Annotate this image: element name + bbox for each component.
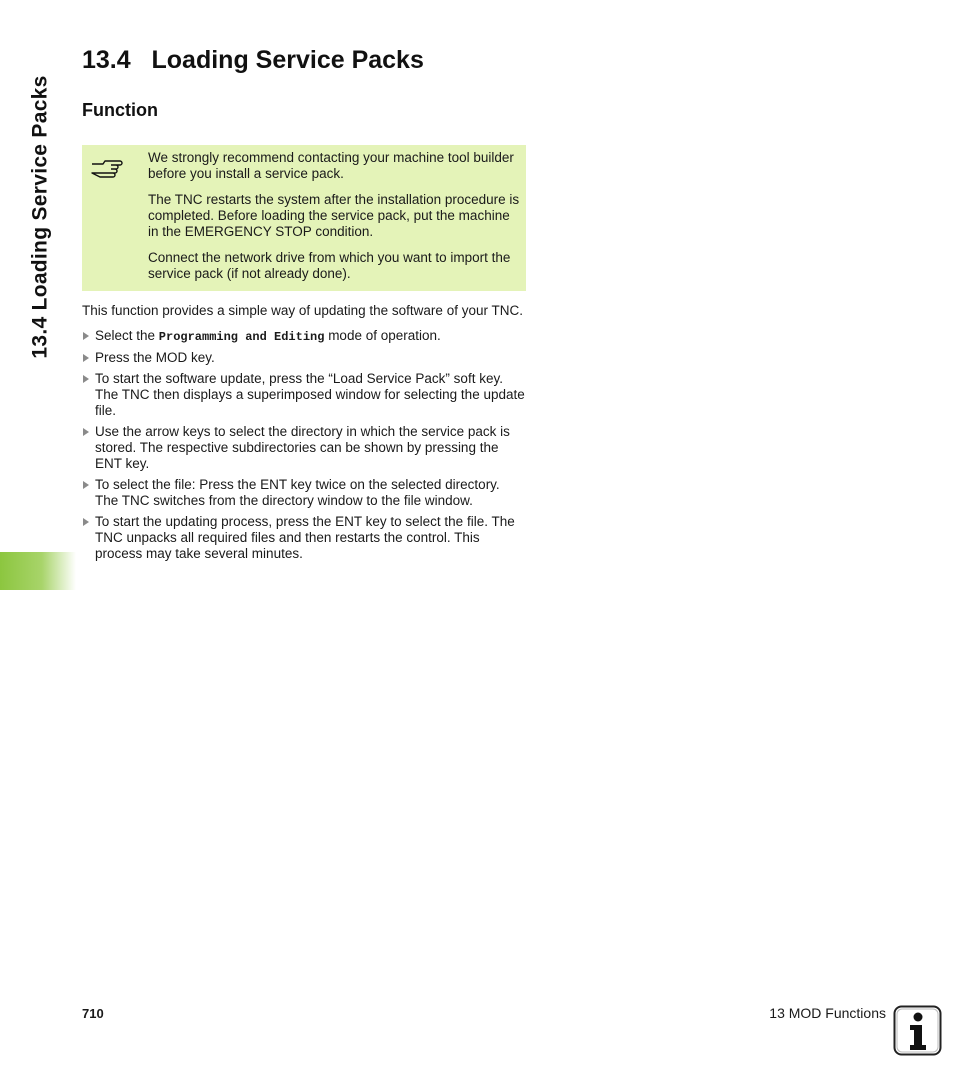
intro-paragraph: This function provides a simple way of updating the software of your TNC. — [82, 303, 523, 318]
section-title: Loading Service Packs — [151, 46, 424, 74]
note-paragraph: The TNC restarts the system after the installation procedure is completed. Before loading the service pack, put the machine in the EMERGENCY STOP condition. — [148, 192, 520, 239]
subsection-heading: Function — [82, 100, 158, 120]
note-text — [148, 150, 520, 292]
section-heading — [82, 46, 424, 75]
step-item: To select the file: Press the ENT key twice on the selected directory. The TNC switches from the directory window to the file window. — [82, 477, 526, 509]
step-arrow-icon — [83, 375, 89, 383]
step-arrow-icon — [83, 354, 89, 362]
mode-name: Programming and Editing — [158, 330, 325, 344]
chapter-tab-marker — [0, 552, 76, 590]
side-chapter-title — [20, 52, 62, 382]
page-number: 710 — [82, 1006, 104, 1021]
note-paragraph: We strongly recommend contacting your machine tool builder before you install a service pack. — [148, 150, 514, 181]
step-item: Use the arrow keys to select the directory in which the service pack is stored. The respective subdirectories can be shown by pressing the ENT key. — [82, 424, 526, 472]
body-content — [82, 303, 526, 567]
chapter-name: 13 MOD Functions — [769, 1005, 886, 1021]
step-arrow-icon — [83, 481, 89, 489]
steps-list — [82, 328, 526, 562]
section-number: 13.4 — [82, 46, 131, 74]
step-arrow-icon — [83, 332, 89, 340]
step-item: To start the updating process, press the ENT key to select the file. The TNC unpacks all required files and then restarts the control. This process may take several minutes. — [82, 514, 526, 562]
step-item: Press the MOD key. — [82, 350, 526, 366]
info-icon — [893, 1005, 942, 1056]
note-paragraph: Connect the network drive from which you want to import the service pack (if not already done). — [148, 250, 511, 281]
side-chapter-title-text: 13.4 Loading Service Packs — [29, 75, 52, 359]
step-item: Select the Programming and Editing mode of operation. — [82, 328, 526, 345]
note-box — [82, 145, 526, 291]
pointing-hand-icon — [90, 155, 124, 179]
step-arrow-icon — [83, 428, 89, 436]
step-arrow-icon — [83, 518, 89, 526]
step-item: To start the software update, press the “Load Service Pack” soft key. The TNC then displays a superimposed window for selecting the update file. — [82, 371, 526, 419]
